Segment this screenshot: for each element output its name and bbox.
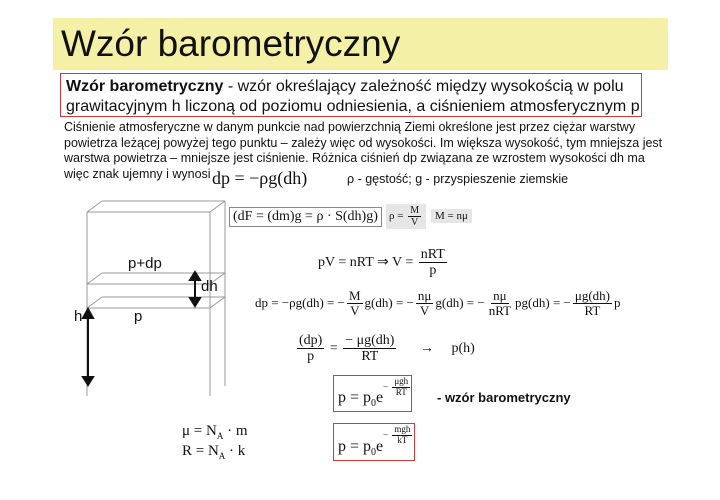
result1-base: p = p	[338, 389, 372, 406]
rho-den: V	[411, 217, 419, 228]
chain-part-3: g(dh) = −	[435, 294, 485, 310]
R-sub: A	[218, 451, 226, 461]
h-arrow-head-bottom	[83, 377, 93, 385]
pv-lhs: pV = nRT ⇒ V =	[318, 255, 414, 271]
sep-rnum: − μg(dh)	[345, 333, 395, 348]
sep-mid: =	[329, 341, 338, 357]
result-box-2	[333, 423, 415, 461]
result-2	[338, 438, 383, 458]
label-p-plus-dp: p+dp	[128, 255, 162, 272]
pv-den: p	[429, 263, 437, 279]
result2-sub: 0	[371, 447, 377, 459]
label-p: p	[134, 308, 143, 325]
equation-dF: (dF = (dm)g = ρ · S(dh)g)	[229, 207, 382, 227]
equation-R	[182, 443, 245, 461]
mu-sub: A	[216, 431, 224, 441]
title-bar	[53, 18, 668, 70]
result2-e: e	[376, 438, 384, 455]
arrow: →	[419, 341, 434, 357]
mu-def: μ = N	[182, 423, 217, 439]
equation-M: M = nμ	[431, 209, 472, 223]
result2-exp-minus: −	[383, 429, 389, 440]
equation-mu	[182, 423, 248, 441]
sep-num: (dp)	[299, 333, 323, 348]
R-rest: · k	[225, 443, 246, 459]
dh-arrow-head-bottom	[190, 298, 200, 306]
description-text: Ciśnienie atmosferyczne w danym punkcie nad powierzchnią Ziemi określone jest przez ciężar warstwy powietrza leżącej powyżej tego punktu – zależy więc od wysokości. Im większa wysokość, tym mniejsza jest warstwa powietrza – mniejsze jest ciśnienie. Różnica ciśnień dp związana ze wzrostem wysokości dh ma więc znak ujemny i wynosi	[64, 120, 663, 181]
h-arrow-head-top	[83, 309, 93, 318]
result-box-1	[333, 375, 412, 412]
chain-f1-den: V	[350, 303, 360, 319]
equation-pv	[318, 247, 449, 279]
result-1-exponent	[383, 377, 412, 398]
chain-f3-den: nRT	[488, 303, 512, 319]
label-dh: dh	[201, 278, 218, 295]
result1-exp-minus: −	[383, 381, 389, 392]
chain-f1-num: M	[348, 288, 361, 303]
equation-legend: ρ - gęstość; g - przyspieszenie ziemskie	[347, 172, 569, 186]
result-2-exponent	[383, 425, 414, 446]
slab-lower-left	[87, 297, 102, 308]
result1-exp-den: RT	[395, 386, 407, 397]
definition-box	[60, 73, 642, 117]
chain-f3-num: nμ	[493, 288, 507, 303]
result2-exp-den: kT	[397, 434, 408, 445]
definition-term: Wzór barometryczny	[66, 78, 224, 95]
chain-part-1: dp = −ρg(dh) = −	[255, 294, 345, 310]
rho-lhs: ρ =	[389, 210, 404, 223]
equation-chain	[255, 289, 621, 319]
result2-exp-num: mgh	[394, 424, 411, 434]
chain-part-4: pg(dh) = −	[515, 294, 571, 310]
air-column-diagram	[75, 196, 235, 396]
result1-exp-num: μgh	[394, 376, 409, 386]
pv-num: nRT	[420, 247, 445, 262]
result2-base: p = p	[338, 438, 372, 455]
slab-lower-right	[210, 297, 225, 308]
result1-e: e	[376, 389, 384, 406]
p-of-h: p(h)	[451, 341, 475, 357]
chain-f2-num: nμ	[417, 288, 432, 303]
equation-rho	[386, 204, 426, 229]
chain-f2-den: V	[419, 303, 430, 319]
rho-num: M	[410, 205, 420, 216]
chain-part-5: p	[614, 294, 621, 310]
sep-den: p	[307, 349, 315, 365]
chain-f4-den: RT	[584, 303, 601, 319]
equation-dp-main: dp = −ρg(dh)	[212, 168, 308, 188]
column-top-right-slant	[210, 201, 225, 212]
chain-part-2: g(dh) = −	[364, 294, 414, 310]
equation-separated	[295, 333, 475, 365]
page-title: Wzór barometryczny	[61, 23, 401, 64]
definition-text: - wzór określający zależność między wysokością w polu grawitacyjnym h liczoną od poziomu odniesienia, a ciśnieniem atmosferycznym p	[66, 78, 640, 115]
result-label: - wzór barometryczny	[437, 390, 571, 405]
label-h: h	[74, 308, 83, 325]
chain-f4-num: μg(dh)	[574, 288, 610, 303]
column-top-left-slant	[87, 201, 102, 212]
R-def: R = N	[182, 443, 219, 459]
mu-rest: · m	[223, 423, 248, 439]
result-1	[338, 389, 383, 409]
slab-upper-left	[87, 273, 102, 284]
result1-sub: 0	[371, 398, 377, 410]
sep-rden: RT	[361, 349, 379, 365]
